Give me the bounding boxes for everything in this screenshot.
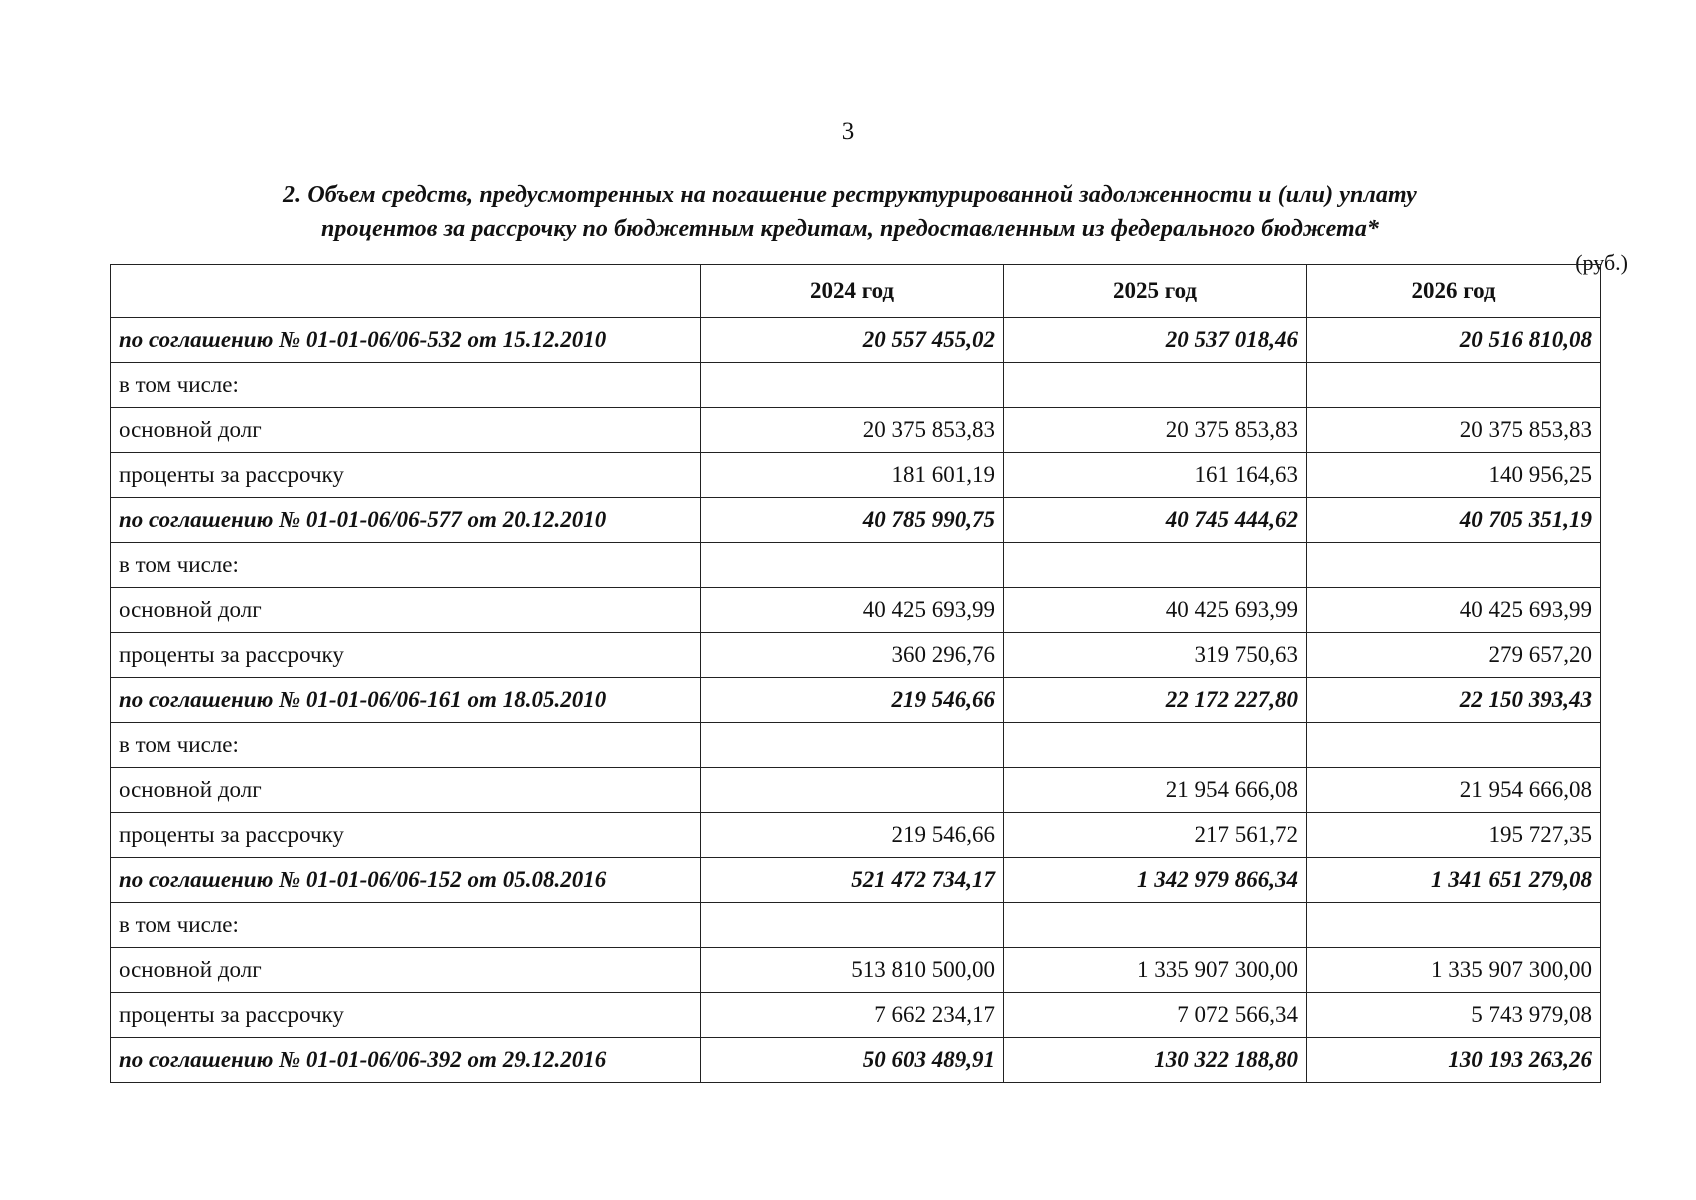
table-row: [111, 1038, 1601, 1083]
table-row: [111, 678, 1601, 723]
value-2024: [701, 723, 1004, 768]
row-label: в том числе:: [111, 723, 701, 768]
value-2024: [701, 903, 1004, 948]
value-2026: [1307, 363, 1601, 408]
row-label: по соглашению № 01-01-06/06-532 от 15.12.2010: [111, 318, 701, 363]
page-number: 3: [841, 118, 855, 145]
value-2026: 20 516 810,08: [1307, 318, 1601, 363]
row-label: по соглашению № 01-01-06/06-152 от 05.08.2016: [111, 858, 701, 903]
value-2025: 21 954 666,08: [1004, 768, 1307, 813]
value-2024: 20 375 853,83: [701, 408, 1004, 453]
column-header-2026: 2026 год: [1307, 265, 1601, 318]
value-2024: [701, 543, 1004, 588]
value-2025: 20 375 853,83: [1004, 408, 1307, 453]
debt-repayment-table: [110, 264, 1601, 1083]
row-label: в том числе:: [111, 543, 701, 588]
table-row: [111, 543, 1601, 588]
value-2025: 40 745 444,62: [1004, 498, 1307, 543]
table-row: [111, 993, 1601, 1038]
value-2025: [1004, 723, 1307, 768]
value-2026: 195 727,35: [1307, 813, 1601, 858]
table-row: [111, 318, 1601, 363]
value-2024: 513 810 500,00: [701, 948, 1004, 993]
value-2026: 5 743 979,08: [1307, 993, 1601, 1038]
table-row: [111, 408, 1601, 453]
row-label: основной долг: [111, 408, 701, 453]
row-label: проценты за рассрочку: [111, 453, 701, 498]
value-2024: 521 472 734,17: [701, 858, 1004, 903]
value-2025: 40 425 693,99: [1004, 588, 1307, 633]
table-body: [111, 318, 1601, 1083]
table-row: [111, 768, 1601, 813]
value-2026: 21 954 666,08: [1307, 768, 1601, 813]
value-2026: 40 425 693,99: [1307, 588, 1601, 633]
row-label: основной долг: [111, 588, 701, 633]
value-2025: 7 072 566,34: [1004, 993, 1307, 1038]
value-2025: 217 561,72: [1004, 813, 1307, 858]
value-2024: 181 601,19: [701, 453, 1004, 498]
value-2025: 22 172 227,80: [1004, 678, 1307, 723]
value-2026: [1307, 903, 1601, 948]
section-heading-line-1: 2. Объем средств, предусмотренных на погашение реструктурированной задолженности и (или) уплату: [283, 182, 1417, 208]
value-2025: [1004, 903, 1307, 948]
section-heading-line-2: процентов за рассрочку по бюджетным кредитам, предоставленным из федерального бюджета*: [320, 216, 1380, 242]
value-2025: 319 750,63: [1004, 633, 1307, 678]
table-header-row: [111, 265, 1601, 318]
value-2025: 1 342 979 866,34: [1004, 858, 1307, 903]
row-label: проценты за рассрочку: [111, 813, 701, 858]
section-heading: [150, 178, 1550, 246]
table-row: [111, 858, 1601, 903]
value-2026: [1307, 543, 1601, 588]
row-label: основной долг: [111, 768, 701, 813]
row-label: по соглашению № 01-01-06/06-392 от 29.12.2016: [111, 1038, 701, 1083]
table-row: [111, 588, 1601, 633]
table-row: [111, 498, 1601, 543]
table-row: [111, 813, 1601, 858]
value-2026: 140 956,25: [1307, 453, 1601, 498]
row-label: основной долг: [111, 948, 701, 993]
value-2026: 22 150 393,43: [1307, 678, 1601, 723]
table-row: [111, 903, 1601, 948]
value-2024: 219 546,66: [701, 813, 1004, 858]
table-row: [111, 723, 1601, 768]
value-2026: 279 657,20: [1307, 633, 1601, 678]
value-2024: [701, 363, 1004, 408]
value-2024: 40 785 990,75: [701, 498, 1004, 543]
column-header-label: [111, 265, 701, 318]
row-label: проценты за рассрочку: [111, 633, 701, 678]
value-2024: 360 296,76: [701, 633, 1004, 678]
table-row: [111, 453, 1601, 498]
value-2026: 1 335 907 300,00: [1307, 948, 1601, 993]
value-2025: 1 335 907 300,00: [1004, 948, 1307, 993]
column-header-2025: 2025 год: [1004, 265, 1307, 318]
value-2026: 130 193 263,26: [1307, 1038, 1601, 1083]
table-row: [111, 948, 1601, 993]
value-2025: 130 322 188,80: [1004, 1038, 1307, 1083]
row-label: проценты за рассрочку: [111, 993, 701, 1038]
table-row: [111, 363, 1601, 408]
column-header-2024: 2024 год: [701, 265, 1004, 318]
value-2024: [701, 768, 1004, 813]
value-2026: 1 341 651 279,08: [1307, 858, 1601, 903]
value-2025: 161 164,63: [1004, 453, 1307, 498]
row-label: в том числе:: [111, 363, 701, 408]
value-2026: [1307, 723, 1601, 768]
value-2024: 20 557 455,02: [701, 318, 1004, 363]
value-2024: 7 662 234,17: [701, 993, 1004, 1038]
value-2025: [1004, 543, 1307, 588]
value-2026: 20 375 853,83: [1307, 408, 1601, 453]
value-2025: [1004, 363, 1307, 408]
value-2025: 20 537 018,46: [1004, 318, 1307, 363]
row-label: в том числе:: [111, 903, 701, 948]
value-2024: 219 546,66: [701, 678, 1004, 723]
currency-unit-label: (руб.): [1575, 250, 1628, 275]
value-2024: 50 603 489,91: [701, 1038, 1004, 1083]
value-2026: 40 705 351,19: [1307, 498, 1601, 543]
value-2024: 40 425 693,99: [701, 588, 1004, 633]
row-label: по соглашению № 01-01-06/06-161 от 18.05.2010: [111, 678, 701, 723]
row-label: по соглашению № 01-01-06/06-577 от 20.12.2010: [111, 498, 701, 543]
table-row: [111, 633, 1601, 678]
